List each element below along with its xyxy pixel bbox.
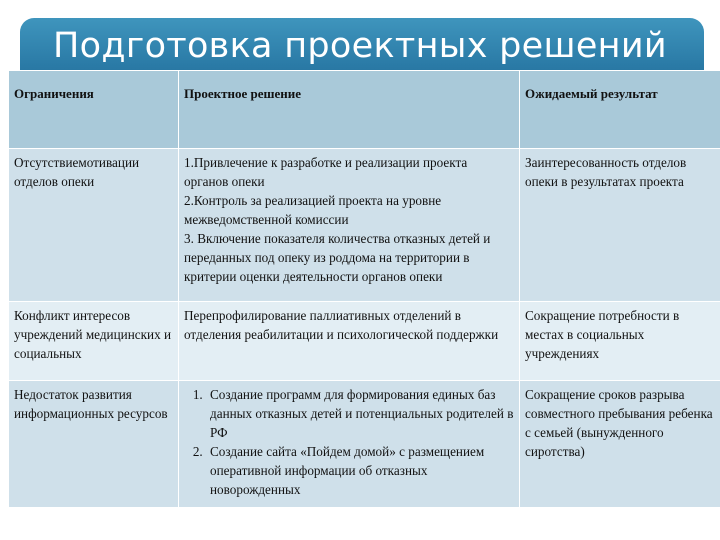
solution-line: 2.Контроль за реализацией проекта на уровне межведомственной комиссии <box>184 193 442 227</box>
limitation-cell: Отсутствиемотивации отделов опеки <box>9 149 179 302</box>
result-cell: Заинтересованность отделов опеки в результатах проекта <box>520 149 720 302</box>
solution-list <box>184 385 514 499</box>
header-expected-result: Ожидаемый результат <box>520 71 720 149</box>
table-row <box>9 381 720 508</box>
result-cell: Сокращение сроков разрыва совместного пребывания ребенка с семьей (вынужденного сиротства) <box>520 381 720 508</box>
solution-cell: Перепрофилирование паллиативных отделений в отделения реабилитации и психологической поддержки <box>179 302 520 381</box>
solution-line: 1.Привлечение к разработке и реализации проекта органов опеки <box>184 155 468 189</box>
solution-line: 3. Включение показателя количества отказных детей и переданных под опеку из роддома на территории в критерии оценки деятельности органов опеки <box>184 231 491 284</box>
header-limitations: Ограничения <box>9 71 179 149</box>
solution-cell <box>179 381 520 508</box>
limitation-cell: Недостаток развития информационных ресурсов <box>9 381 179 508</box>
table-header-row <box>9 71 720 149</box>
solutions-table <box>8 70 720 508</box>
table-row <box>9 149 720 302</box>
solution-list-item: 1. Создание программ для формирования единых баз данных отказных детей и потенциальных родителей в РФ <box>206 385 514 442</box>
header-project-solution: Проектное решение <box>179 71 520 149</box>
table-row <box>9 302 720 381</box>
limitation-cell: Конфликт интересов учреждений медицинских и социальных <box>9 302 179 381</box>
page-title: Подготовка проектных решений <box>53 26 667 66</box>
solution-cell <box>179 149 520 302</box>
solution-list-item: 2. Создание сайта «Пойдем домой» с размещением оперативной информации об отказных новорожденных <box>206 442 514 499</box>
result-cell: Сокращение потребности в местах в социальных учреждениях <box>520 302 720 381</box>
